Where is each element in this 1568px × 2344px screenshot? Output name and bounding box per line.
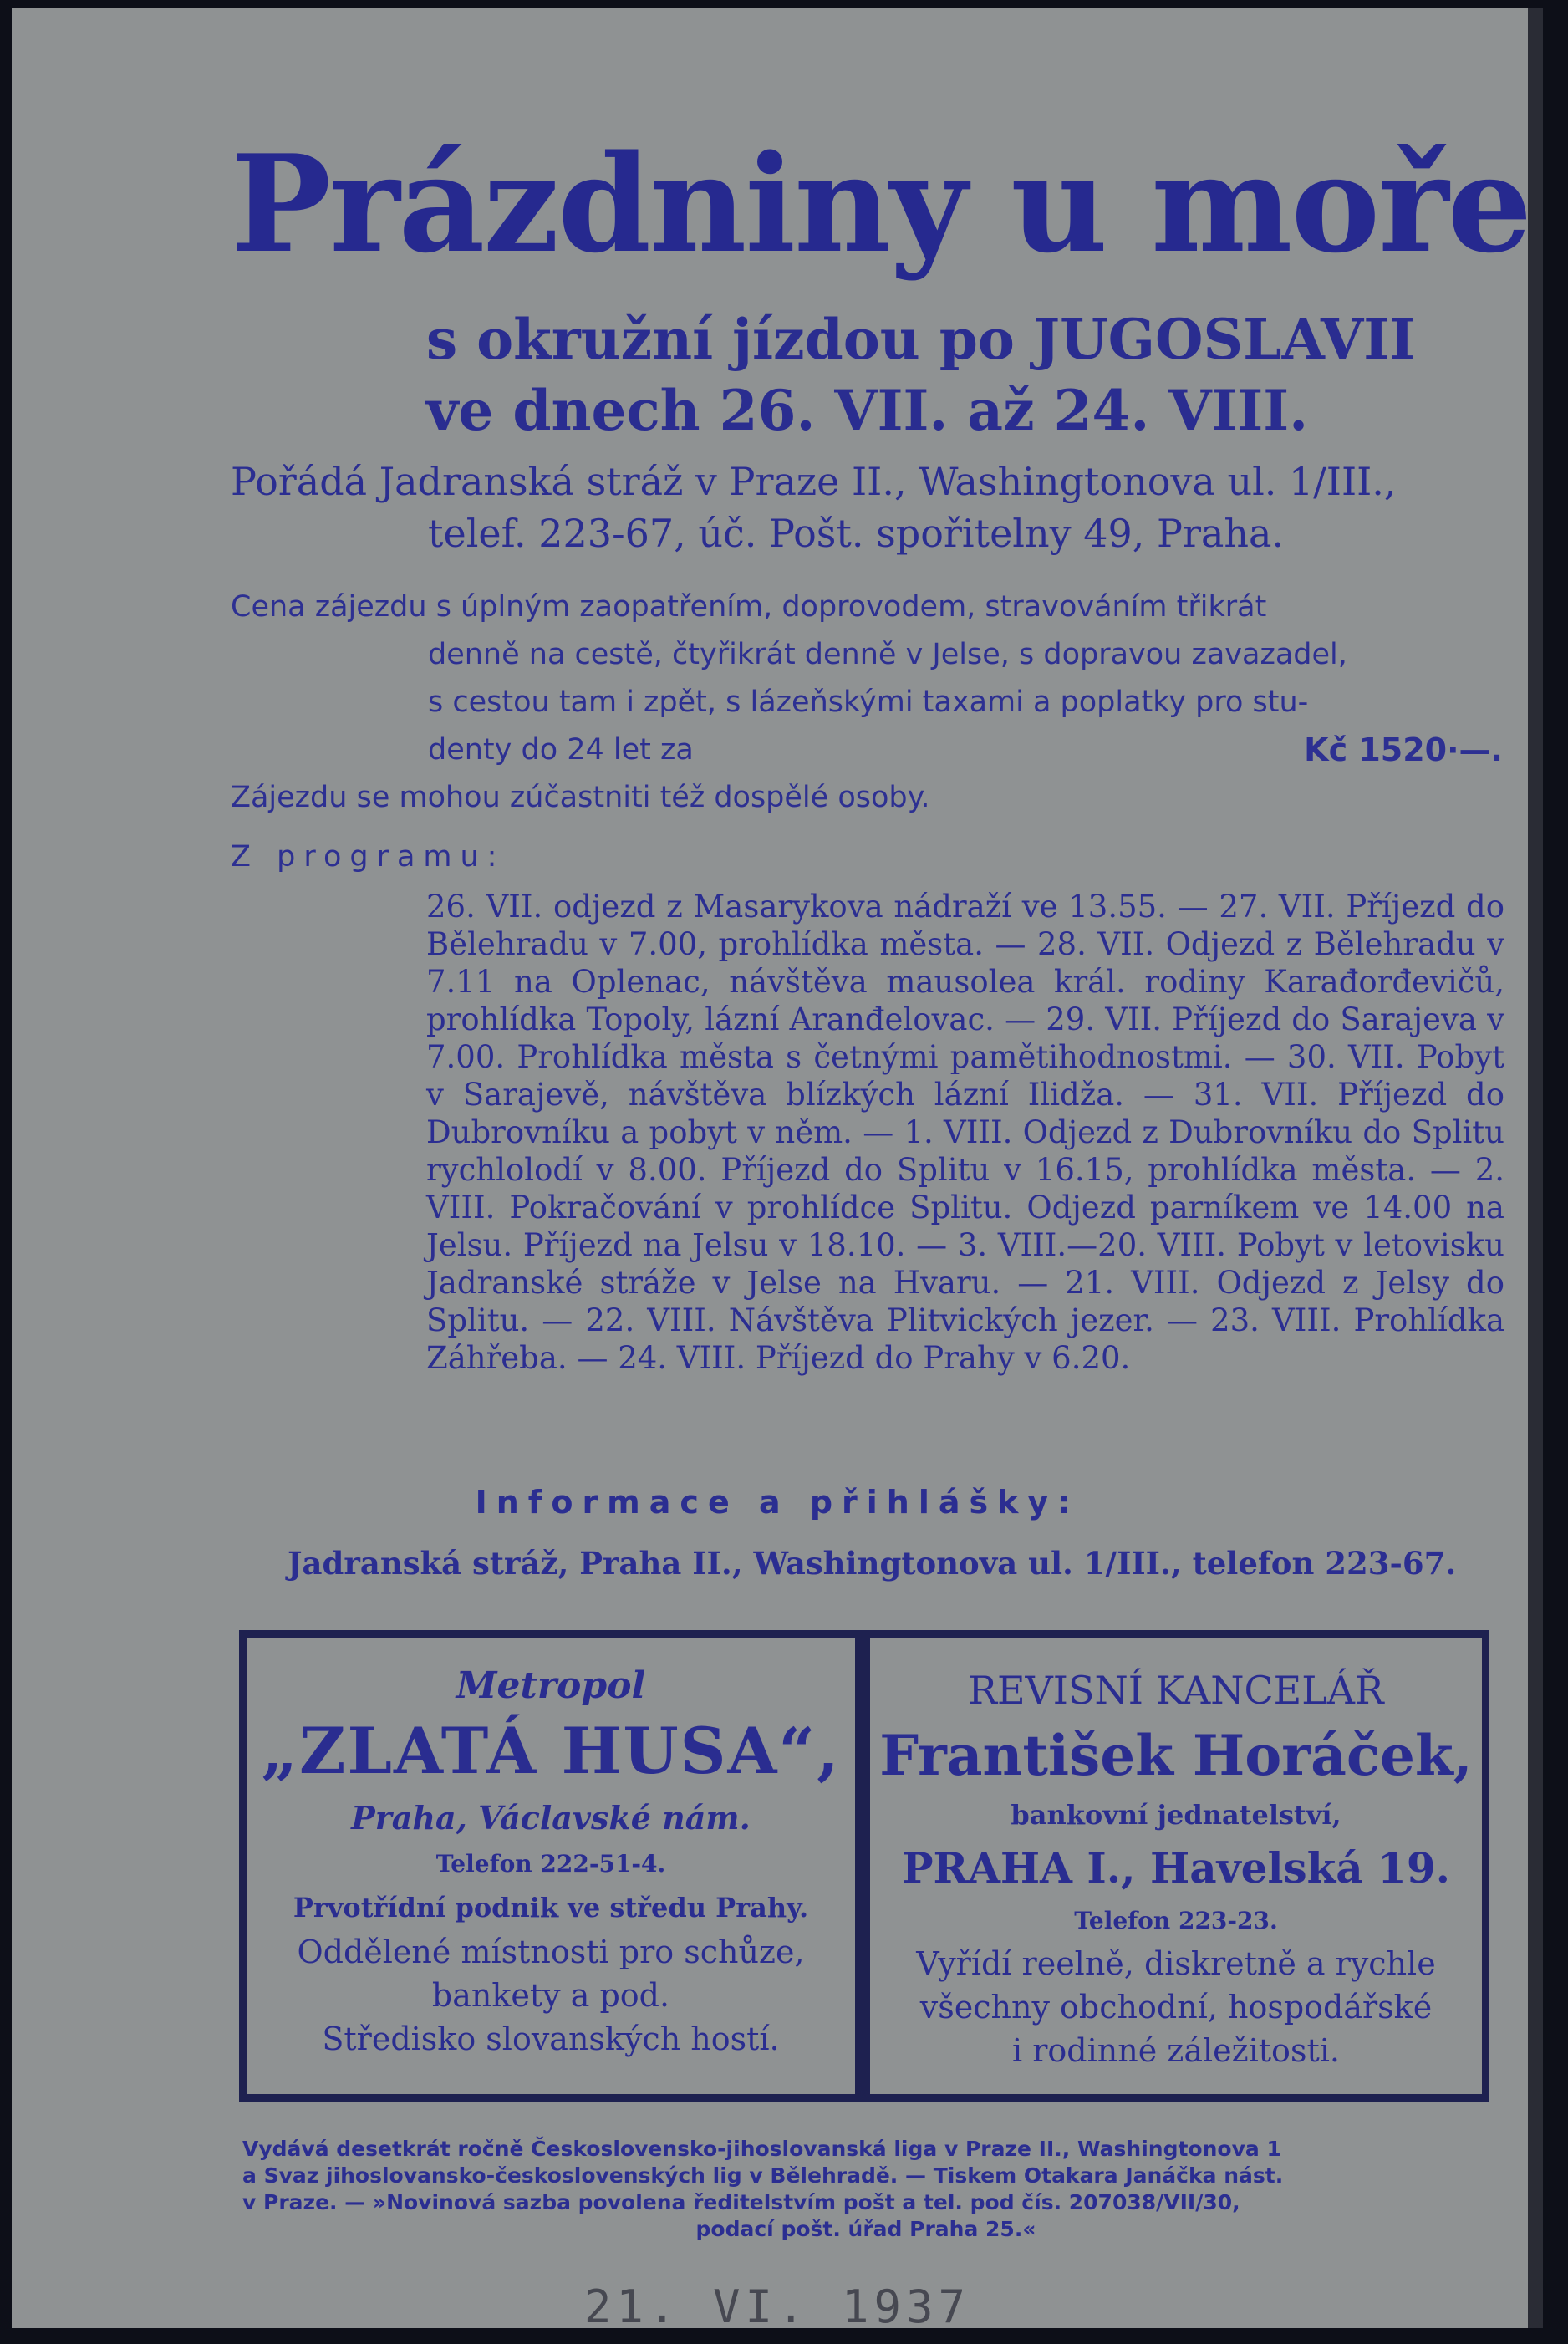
page-edge-shadow — [1528, 8, 1543, 2328]
ad-left-line-1: Metropol — [456, 1664, 646, 1707]
adults-note: Zájezdu se mohou zúčastniti též dospělé osoby. — [231, 781, 930, 814]
imprint-line-4: podací pošt. úřad Praha 25.« — [695, 2217, 1036, 2241]
ad-left-line-5: Prvotřídní podnik ve středu Prahy. — [293, 1892, 809, 1924]
price-line-3: s cestou tam i zpět, s lázeňskými taxami a poplatky pro stu- — [428, 685, 1309, 719]
subtitle-line-2: ve dnech 26. VII. až 24. VIII. — [426, 378, 1309, 443]
imprint — [242, 2136, 1489, 2243]
ad-right-line-7: všechny obchodní, hospodářské — [919, 1989, 1433, 2026]
imprint-line-1: Vydává desetkrát ročně Československo-jihoslovanská liga v Praze II., Washingtonova 1 — [242, 2137, 1281, 2161]
info-address: Jadranská stráž, Praha II., Washingtonova ul. 1/III., telefon 223-67. — [288, 1545, 1457, 1582]
poster-title: Prázdniny u moře — [231, 125, 1531, 283]
ad-right-line-6: Vyřídí reelně, diskretně a rychle — [916, 1945, 1436, 1982]
poster-page — [12, 8, 1543, 2328]
price-block — [231, 583, 1503, 822]
subtitle-line-1: s okružní jízdou po JUGOSLAVII — [426, 307, 1415, 372]
ad-left-line-7: bankety a pod. — [431, 1977, 670, 2014]
ad-right-line-2: František Horáček, — [879, 1723, 1473, 1788]
ad-left-line-3: Praha, Václavské nám. — [351, 1799, 751, 1837]
organizer-block — [231, 456, 1509, 559]
ad-left-line-2: „ZLATÁ HUSA“, — [261, 1714, 841, 1788]
date-stamp: 21. VI. 1937 — [583, 2280, 971, 2328]
organizer-line-2: telef. 223-67, úč. Pošt. spořitelny 49, Praha. — [428, 511, 1285, 556]
program-label: Z programu: — [231, 840, 506, 874]
ad-right-line-1: REVISNÍ KANCELÁŘ — [968, 1668, 1384, 1713]
price-line-4 — [231, 726, 1503, 774]
ad-right-line-5: Telefon 223-23. — [1074, 1907, 1278, 1934]
info-heading: Informace a přihlášky: — [475, 1484, 1080, 1521]
program-text: 26. VII. odjezd z Masarykova nádraží ve 13.55. — 27. VII. Příjezd do Bělehradu v 7.00, prohlídka města. — 28. VII. Odjezd z Bělehradu v 7.11 na Oplenac, návštěva mausolea král. rodiny Karađorđevičů, prohlídka Topoly, lázní Aranđelovac. — 29. VII. Příjezd do Sarajeva v 7.00. Prohlídka města s četnými pamětihodnostmi. — 30. VII. Pobyt v Sarajevě, návštěva blízkých lázní Ilidža. — 31. VII. Příjezd do Dubrovníku a pobyt v něm. — 1. VIII. Odjezd z Dubrovníku do Splitu rychlolodí v 8.00. Příjezd do Splitu v 16.15, prohlídka města. — 2. VIII. Pokračování v prohlídce Splitu. Odjezd parníkem ve 14.00 na Jelsu. Příjezd na Jelsu v 18.10. — 3. VIII.—20. VIII. Pobyt v letovisku Jadranské stráže v Jelse na Hvaru. — 21. VIII. Odjezd z Jelsy do Splitu. — 22. VIII. Návštěva Plitvických jezer. — 23. VIII. Prohlídka Záhřeba. — 24. VIII. Příjezd do Prahy v 6.20. — [426, 889, 1504, 1376]
ad-revisni-kancelar — [863, 1630, 1489, 2102]
ad-right-line-3: bankovní jednatelství, — [1011, 1799, 1341, 1831]
ad-left-line-4: Telefon 222-51-4. — [435, 1850, 666, 1878]
price-line-1: Cena zájezdu s úplným zaopatřením, doprovodem, stravováním třikrát — [231, 590, 1267, 624]
imprint-line-2: a Svaz jihoslovansko-československých lig v Bělehradě. — Tiskem Otakara Janáčka nást. — [242, 2163, 1284, 2188]
ad-right-line-8: i rodinné záležitosti. — [1012, 2032, 1340, 2069]
imprint-line-3: v Praze. — »Novinová sazba povolena ředitelstvím pošt a tel. pod čís. 207038/VII/30, — [242, 2190, 1240, 2214]
price-amount: Kč 1520·—. — [1304, 731, 1503, 768]
ad-left-line-8: Středisko slovanských hostí. — [322, 2020, 780, 2057]
ad-zlata-husa — [239, 1630, 863, 2102]
price-line-2: denně na cestě, čtyřikrát denně v Jelse, s dopravou zavazadel, — [428, 638, 1347, 671]
ad-left-line-6: Oddělené místnosti pro schůze, — [297, 1934, 805, 1970]
organizer-line-1: Pořádá Jadranská stráž v Praze II., Washingtonova ul. 1/III., — [231, 459, 1397, 504]
price-line-4-text: denty do 24 let za — [428, 733, 694, 767]
ad-right-line-4: PRAHA I., Havelská 19. — [901, 1843, 1451, 1893]
